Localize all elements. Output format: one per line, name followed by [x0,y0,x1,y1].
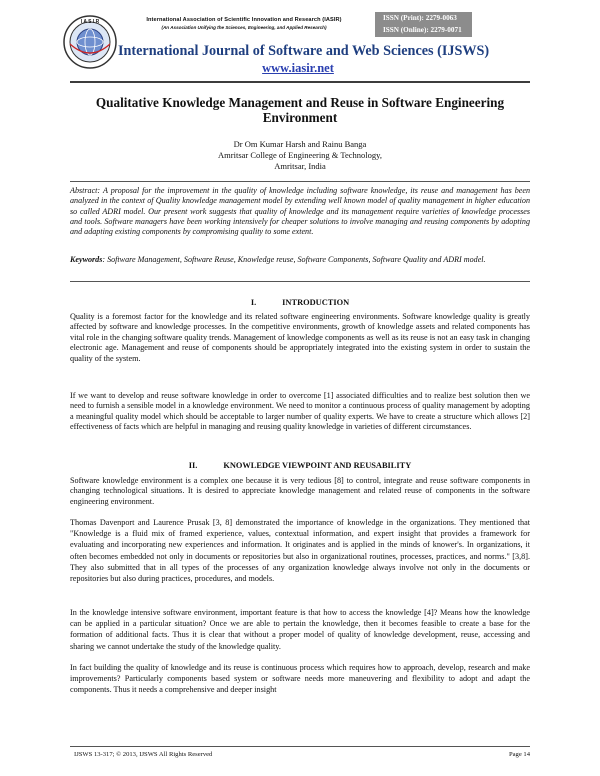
issn-print: ISSN (Print): 2279-0063 [383,14,457,22]
section-2-heading [70,461,530,470]
section-1-heading [70,298,530,307]
footer-page-number: Page 14 [508,751,530,758]
paper-location: Amritsar, India [274,161,326,171]
association-name: International Association of Scientific Innovation and Research (IASIR) [146,17,342,23]
journal-url-link[interactable]: www.iasir.net [262,61,334,75]
paper-title: Qualitative Knowledge Management and Reuse in Software Engineering Environment [95,95,505,125]
abstract [70,186,530,237]
section-2-paragraph-1: Software knowledge environment is a complex one because it is very tedious [8] to control, integrate and reuse software components in changing technological situations. It is desired to appreciate knowledge management and related reuse of components in the software engineering environment. [70,476,530,506]
logo-text: I A S I R [80,19,100,25]
association-subtitle: (An Association Unifying the Sciences, Engineering, and Applied Research) [161,25,327,30]
abstract-label: Abstract: [70,186,101,195]
section-1-paragraph-2: If we want to develop and reuse software knowledge in order to overcome [1] associated difficulties and to realize best solution then we need to furnish a sensible model in a knowledge environment. We need to monitor a continuous process of quality management by adopting a meaningful quality model which should be acceptable to larger number of quality experts. We have to create a structure which allows [2] effectiveness of facts which are helpful in managing and reusing quality knowledge in varieties of different circumstances. [70,391,530,432]
keywords-text: : Software Management, Software Reuse, Knowledge reuse, Software Components, Software Quality and ADRI model. [102,255,486,264]
issn-online: ISSN (Online): 2279-0071 [383,26,462,34]
section-2-paragraph-4: In fact building the quality of knowledge and its reuse is continuous process which requires how to approach, develop, research and make improvements? Particularly components based system or software needs more maneuvering and flexibility to adopt and adapt the components. Thus it needs a comprehensive and deeper insight [70,663,530,695]
keywords [70,255,530,265]
paper-affiliation: Amritsar College of Engineering & Technology, [218,150,382,160]
section-1-title: INTRODUCTION [282,298,350,307]
abstract-bottom-divider [70,281,530,282]
issn-box [375,12,472,37]
journal-title: International Journal of Software and Web Sciences (IJSWS) [118,43,490,59]
section-1-number: I. [250,298,257,307]
iasir-logo [62,14,118,70]
header-divider [70,81,530,83]
section-1-paragraph-1: Quality is a foremost factor for the knowledge and its related software engineering environments. Software knowledge quality is greatly affected by software and knowledge processes. In the competitive environments, growth of knowledge assets and related components has vital role in the changing software quality trends. Management of knowledge components as well as its reuse is not an easy task in changing electronic age. Management and reuse of components should be appropriately integrated into the existing system in order to sustain the quality of the system. [70,312,530,363]
section-2-title: KNOWLEDGE VIEWPOINT AND REUSABILITY [223,461,412,470]
abstract-text: A proposal for the improvement in the quality of knowledge including software knowledge, its reuse and management has been analyzed in the context of Quality knowledge management model by extending well known model of quality management in higher education so called ADRI model. Our present work suggests that quality of knowledge and its management require varieties of knowledge processes and tools. Software managers have been working intensively for cheaper solutions to involve managing and reusing components by adopting and adapting existing components by compromising quality to some extent. [70,186,530,237]
section-2-number: II. [188,461,198,470]
footer-divider [70,746,530,747]
footer-copyright: IJSWS 13-317; © 2013, IJSWS All Rights Reserved [74,751,213,758]
section-2-paragraph-2: Thomas Davenport and Laurence Prusak [3, 8] demonstrated the importance of knowledge in the organizations. They mentioned that "Knowledge is a fluid mix of framed experience, values, contextual information, and expert insight that provides a framework for evaluating and incorporating new experiences and information. It originates and is applied in the minds of knower's. In organizations, it often becomes embedded not only in documents or repositories but also in organizational routines, processes, practices, and norms." [3,8]. They also submitted that in all types of the processes of any organization knowledge always involve not only in the documents or repositories but also during practices, procedures, and models. [70,518,530,584]
abstract-top-divider [70,181,530,182]
section-2-paragraph-3: In the knowledge intensive software environment, important feature is that how to access the knowledge [4]? Means how the knowledge can be applied in a particular situation? Once we are able to pertain the knowledge, then it becomes feasible to create a base for the formation of additional facts. Thus it is clear that without a proper model of quality of knowledge development, reuse, accessing and sharing we cannot undertake the study of the knowledge quality. [70,608,530,651]
paper-authors: Dr Om Kumar Harsh and Rainu Banga [233,139,367,149]
keywords-label: Keywords [70,255,103,264]
